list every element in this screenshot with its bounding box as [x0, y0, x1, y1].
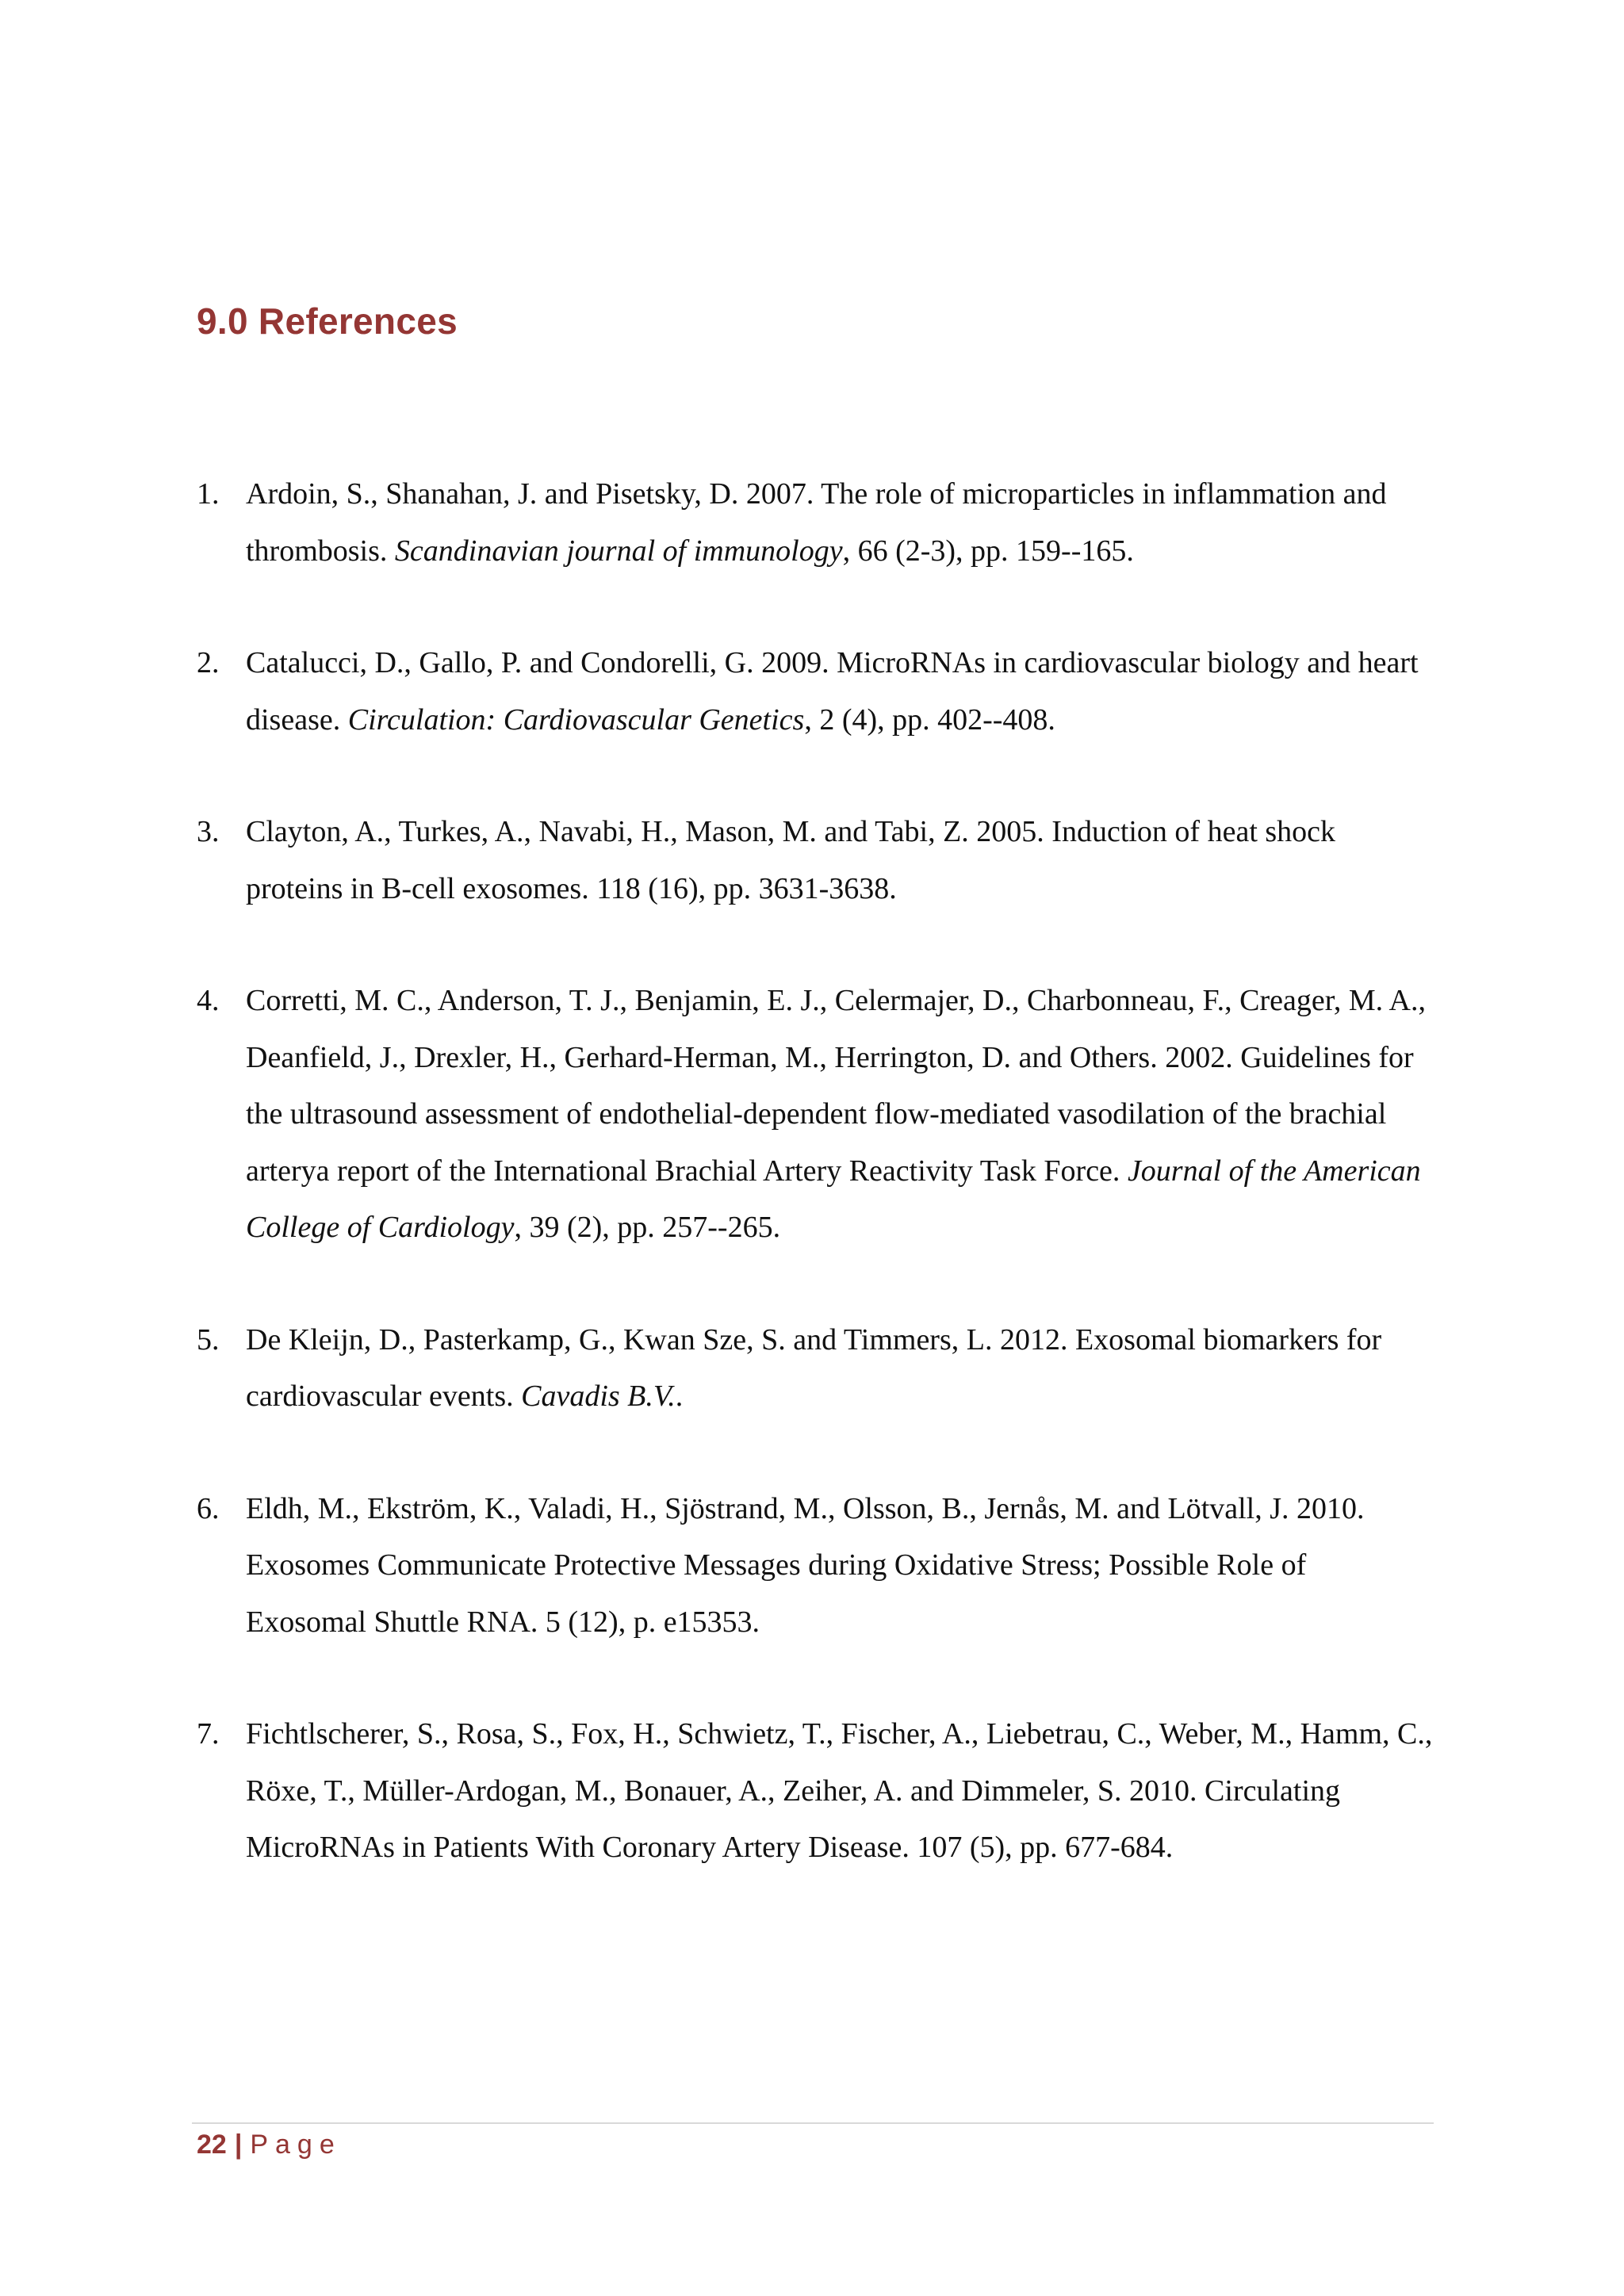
reference-text: [246, 635, 1434, 748]
page-footer: [197, 2130, 342, 2160]
reference-body: Catalucci, D., Gallo, P. and Condorelli, G. 2009. MicroRNAs in cardiovascular biology and heart disease.: [246, 646, 1419, 737]
reference-journal: Cavadis B.V.: [521, 1380, 676, 1413]
reference-number: 3.: [197, 815, 220, 848]
reference-journal: Journal of the American College of Cardiology: [246, 1154, 1421, 1244]
reference-tail: , 39 (2), pp. 257--265.: [514, 1211, 781, 1244]
reference-journal: Circulation: Cardiovascular Genetics: [347, 702, 805, 737]
reference-item: [197, 804, 1434, 917]
reference-number: 1.: [197, 477, 220, 511]
reference-list: [197, 466, 1434, 1877]
reference-item: [197, 635, 1434, 748]
reference-tail: , 2 (4), pp. 402--408.: [804, 702, 1055, 737]
page-number: 22: [197, 2130, 227, 2160]
reference-body: Clayton, A., Turkes, A., Navabi, H., Mason, M. and Tabi, Z. 2005. Induction of heat shock proteins in B-cell exosomes. 118 (16), pp. 3631-3638.: [246, 815, 1336, 905]
reference-tail: .: [675, 1380, 684, 1413]
reference-text: [246, 466, 1434, 580]
reference-body: Eldh, M., Ekström, K., Valadi, H., Sjöstrand, M., Olsson, B., Jernås, M. and Lötvall, J. 2010. Exosomes Communicate Protective Messages during Oxidative Stress; Possible Role of Exosomal Shuttle RNA. 5 (12), p. e15353.: [246, 1491, 1365, 1639]
footer-divider: [192, 2122, 1434, 2124]
reference-item: [197, 973, 1434, 1257]
reference-text: [246, 1481, 1434, 1651]
reference-item: [197, 1706, 1434, 1877]
reference-number: 7.: [197, 1717, 220, 1751]
reference-text: [246, 1312, 1434, 1425]
reference-number: 4.: [197, 984, 220, 1017]
reference-body: Corretti, M. C., Anderson, T. J., Benjamin, E. J., Celermajer, D., Charbonneau, F., Creager, M. A., Deanfield, J., Drexler, H., Gerhard-Herman, M., Herrington, D. and Others. 2002. Guidelines for the ultrasound assessment of endothelial-dependent flow-mediated vasodilation of the brachial arterya report of the International Brachial Artery Reactivity Task Force.: [246, 984, 1426, 1188]
reference-body: De Kleijn, D., Pasterkamp, G., Kwan Sze, S. and Timmers, L. 2012. Exosomal biomarkers for cardiovascular events.: [246, 1322, 1382, 1413]
reference-item: [197, 1312, 1434, 1425]
reference-tail: , 66 (2-3), pp. 159--165.: [842, 534, 1134, 568]
reference-journal: Scandinavian journal of immunology: [394, 534, 843, 568]
reference-item: [197, 1481, 1434, 1651]
footer-separator: |: [234, 2130, 243, 2160]
section-heading: 9.0 References: [197, 300, 458, 342]
reference-number: 2.: [197, 646, 220, 679]
reference-text: [246, 1706, 1434, 1877]
reference-body: Fichtlscherer, S., Rosa, S., Fox, H., Schwietz, T., Fischer, A., Liebetrau, C., Weber, M., Hamm, C., Röxe, T., Müller-Ardogan, M., Bonauer, A., Zeiher, A. and Dimmeler, S. 2010. Circulating MicroRNAs in Patients With Coronary Artery Disease. 107 (5), pp. 677-684.: [246, 1717, 1433, 1864]
reference-text: [246, 973, 1434, 1257]
reference-number: 6.: [197, 1491, 220, 1525]
reference-text: [246, 804, 1434, 917]
reference-number: 5.: [197, 1322, 220, 1357]
page-label: Page: [250, 2130, 342, 2160]
reference-item: [197, 466, 1434, 580]
reference-body: Ardoin, S., Shanahan, J. and Pisetsky, D. 2007. The role of microparticles in inflammation and thrombosis.: [246, 477, 1387, 568]
